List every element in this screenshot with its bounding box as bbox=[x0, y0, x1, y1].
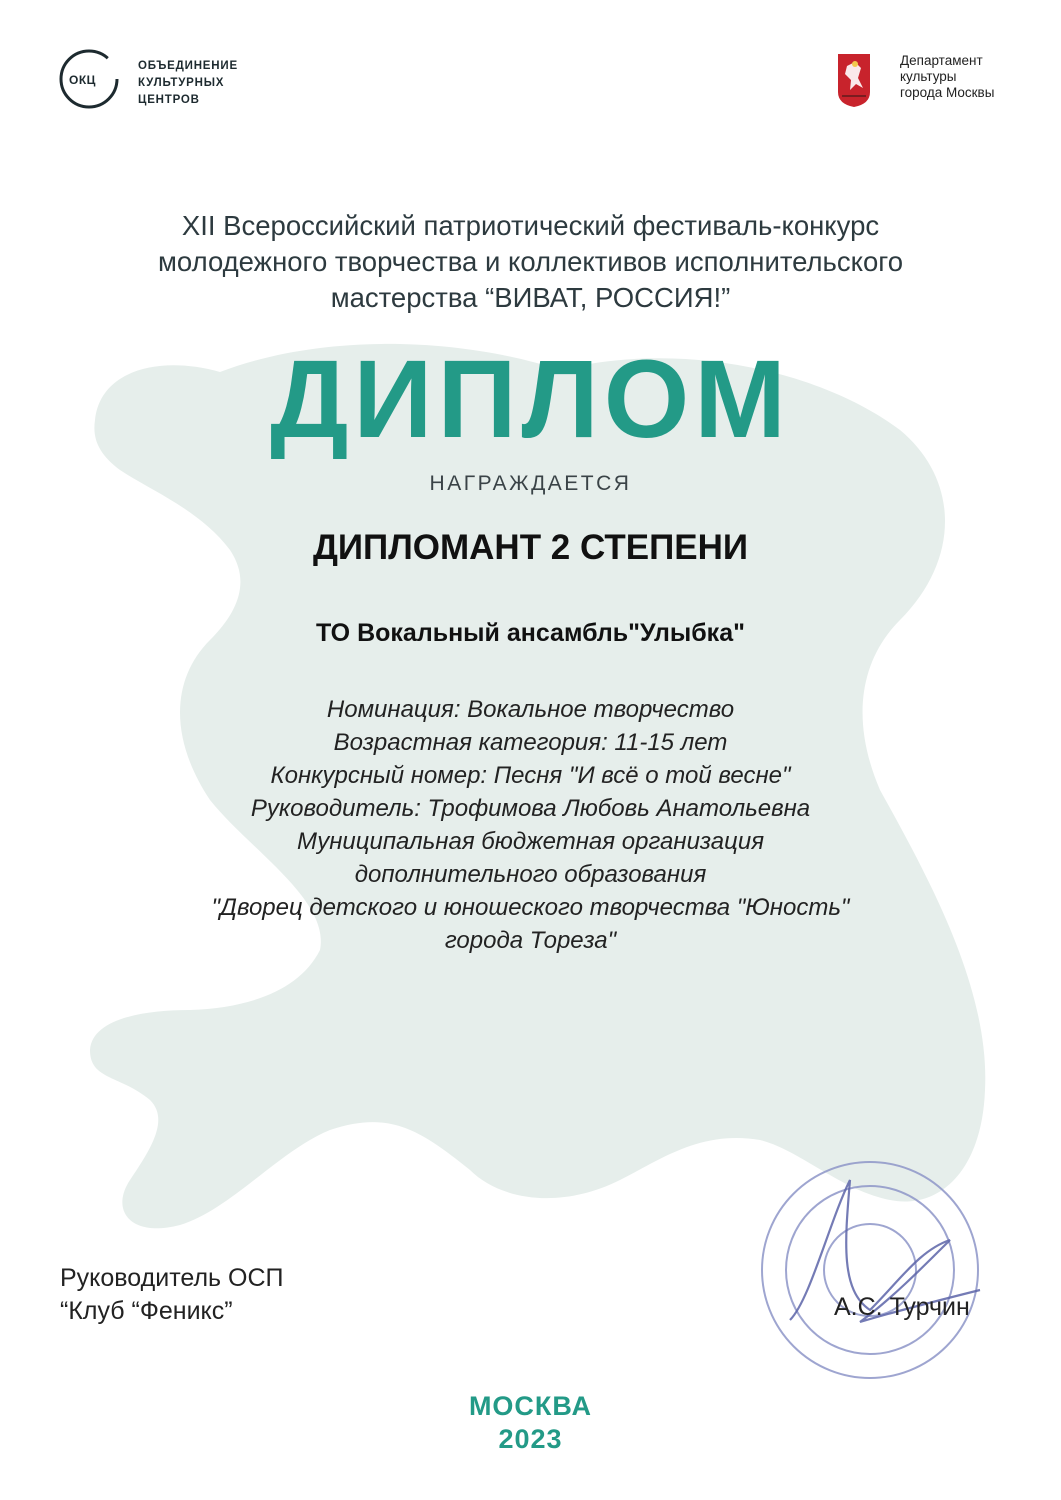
award-degree: ДИПЛОМАНТ 2 СТЕПЕНИ bbox=[312, 528, 749, 567]
festival-title bbox=[40, 208, 1021, 316]
detail-organization-line: города Тореза" bbox=[444, 927, 617, 954]
signer-name: А.С. Турчин bbox=[834, 1293, 970, 1321]
footer-city-year bbox=[0, 1390, 1061, 1456]
official-stamp bbox=[750, 1150, 990, 1390]
festival-title-line: молодежного творчества и коллективов исполнительского bbox=[158, 246, 903, 277]
okc-name-line: ОБЪЕДИНЕНИЕ bbox=[138, 60, 238, 72]
leader-title-line: Руководитель ОСП bbox=[60, 1264, 284, 1292]
leader-title-line: “Клуб “Феникс” bbox=[60, 1297, 233, 1325]
award-details bbox=[60, 693, 1001, 957]
diploma-title: ДИПЛОМ bbox=[270, 338, 791, 461]
detail-nomination: Номинация: Вокальное творчество bbox=[326, 696, 735, 723]
festival-title-line: XII Всероссийский патриотический фестиваль-конкурс bbox=[181, 210, 880, 241]
recipient-name: ТО Вокальный ансамбль"Улыбка" bbox=[316, 619, 745, 647]
festival-title-line: мастерства “ВИВАТ, РОССИЯ!” bbox=[330, 282, 731, 313]
okc-name bbox=[138, 58, 238, 109]
department-logo bbox=[836, 52, 1016, 112]
detail-age-category: Возрастная категория: 11-15 лет bbox=[333, 729, 728, 756]
department-name-line: Департамент bbox=[900, 53, 983, 68]
okc-logo bbox=[58, 46, 288, 118]
okc-abbr: ОКЦ bbox=[69, 73, 96, 87]
detail-organization-line: Муниципальная бюджетная организация bbox=[296, 828, 765, 855]
department-name-line: культуры bbox=[900, 69, 957, 84]
detail-organization-line: дополнительного образования bbox=[354, 861, 707, 888]
okc-name-line: ЦЕНТРОВ bbox=[138, 94, 200, 106]
footer-year: 2023 bbox=[498, 1424, 563, 1454]
footer-city: МОСКВА bbox=[468, 1391, 593, 1421]
detail-supervisor: Руководитель: Трофимова Любовь Анатольевна bbox=[250, 795, 811, 822]
detail-organization-line: "Дворец детского и юношеского творчества "Юность" bbox=[211, 894, 850, 921]
detail-performance: Конкурсный номер: Песня "И всё о той весне" bbox=[270, 762, 791, 789]
awarded-label: НАГРАЖДАЕТСЯ bbox=[429, 472, 632, 495]
leader-title bbox=[60, 1262, 283, 1328]
moscow-emblem-icon bbox=[836, 52, 872, 108]
department-name-line: города Москвы bbox=[900, 85, 995, 100]
department-name bbox=[900, 53, 994, 101]
okc-name-line: КУЛЬТУРНЫХ bbox=[138, 77, 225, 89]
